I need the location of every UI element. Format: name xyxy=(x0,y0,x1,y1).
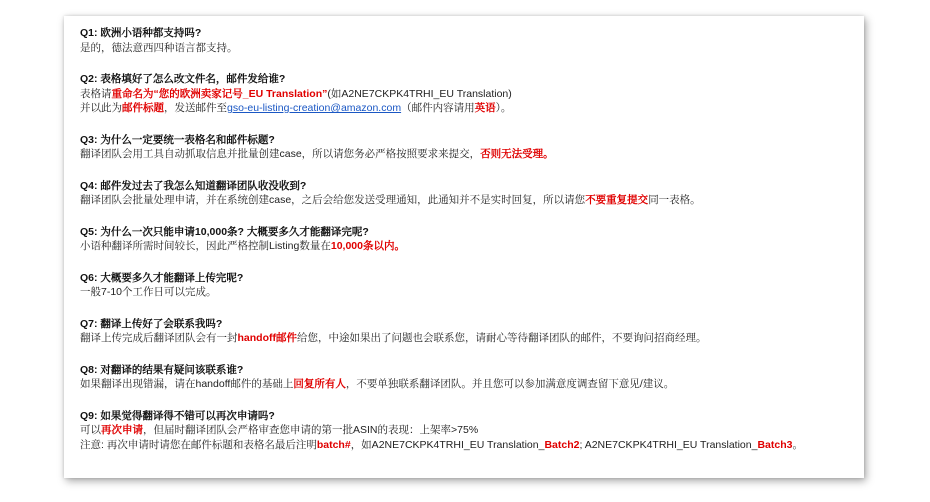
highlighted-text: 不要重复提交 xyxy=(585,194,649,206)
faq-answer-line xyxy=(80,193,860,208)
answer-text: (如A2NE7CKPK4TRHI_EU Translation) xyxy=(327,87,512,100)
faq-answer-line xyxy=(80,377,860,392)
answer-text: ; A2NE7CKPK4TRHI_EU Translation_ xyxy=(579,438,758,451)
faq-answer-line xyxy=(80,438,860,453)
answer-text: ）。 xyxy=(495,102,512,114)
answer-text: （邮件内容请用 xyxy=(401,102,475,114)
faq-question: Q2: 表格填好了怎么改文件名，邮件发给谁? xyxy=(80,73,286,85)
faq-question: Q7: 翻译上传好了会联系我吗? xyxy=(80,317,223,330)
faq-question: Q5: 为什么一次只能申请10,000条? 大概要多久才能翻译完呢? xyxy=(80,225,369,238)
faq-answer-line xyxy=(80,101,860,116)
faq-answer-line xyxy=(80,41,860,56)
highlighted-text: 邮件标题 xyxy=(122,102,164,114)
faq-item-1 xyxy=(80,26,860,55)
faq-item-9 xyxy=(80,409,860,453)
faq-item-6 xyxy=(80,271,860,300)
highlighted-text: 英语 xyxy=(474,102,496,114)
faq-question: Q3: 为什么一定要统一表格名和邮件标题? xyxy=(80,133,275,146)
answer-text: 小语种翻译所需时间较长，因此严格控制Listing数量在 xyxy=(80,240,331,252)
faq-item-8 xyxy=(80,363,860,392)
highlighted-text: batch# xyxy=(316,438,351,451)
answer-text: 一般7-10个工作日可以完成。 xyxy=(80,286,217,298)
answer-text: ，如A2NE7CKPK4TRHI_EU Translation_ xyxy=(350,438,545,451)
highlighted-text: 再次申请 xyxy=(101,424,143,436)
highlighted-text: 否则无法受理。 xyxy=(480,148,554,160)
faq-question: Q8: 对翻译的结果有疑问该联系谁? xyxy=(80,363,244,376)
faq-item-5 xyxy=(80,225,860,254)
answer-text: 翻译团队会用工具自动抓取信息并批量创建case，所以请您务必严格按照要求来提交， xyxy=(80,148,481,160)
faq-question: Q6: 大概要多久才能翻译上传完呢? xyxy=(80,271,244,284)
highlighted-text: 10,000条以内。 xyxy=(330,240,405,252)
faq-answer-line xyxy=(80,87,860,102)
answer-text: ，但届时翻译团队会严格审查您申请的第一批ASIN的表现：上架率>75% xyxy=(143,424,479,436)
faq-item-7 xyxy=(80,317,860,346)
answer-text: 可以 xyxy=(80,424,101,436)
faq-answer-line xyxy=(80,285,860,300)
answer-text: 注意: 再次申请时请您在邮件标题和表格名最后注明 xyxy=(80,438,317,451)
faq-list xyxy=(80,26,860,469)
faq-item-3 xyxy=(80,133,860,162)
highlighted-text: handoff邮件 xyxy=(237,332,297,344)
faq-question: Q9: 如果觉得翻译得不错可以再次申请吗? xyxy=(80,409,275,422)
faq-item-2 xyxy=(80,72,860,116)
answer-text: 表格请 xyxy=(80,87,112,100)
highlighted-text: Batch3 xyxy=(757,438,793,451)
faq-answer-line xyxy=(80,239,860,254)
answer-text: 如果翻译出现错漏，请在handoff邮件的基础上 xyxy=(80,378,294,390)
answer-text: 翻译团队会批量处理申请，并在系统创建case，之后会给您发送受理通知，此通知并不是实时回复，所以请您 xyxy=(80,194,586,206)
answer-text: 给您，中途如果出了问题也会联系您，请耐心等待翻译团队的邮件，不要询问招商经理。 xyxy=(297,332,707,344)
answer-text: 并以此为 xyxy=(80,102,122,114)
answer-text: ，发送邮件至 xyxy=(164,102,227,114)
faq-item-4 xyxy=(80,179,860,208)
highlighted-text: 重命名为“您的欧洲卖家记号_EU Translation” xyxy=(111,87,328,100)
highlighted-text: Batch2 xyxy=(544,438,580,451)
answer-text: 是的，德法意西四种语言都支持。 xyxy=(80,41,238,54)
answer-text: 。 xyxy=(792,438,803,451)
answer-text: 翻译上传完成后翻译团队会有一封 xyxy=(80,332,238,344)
faq-answer-line xyxy=(80,423,860,438)
answer-text: 同一表格。 xyxy=(648,194,701,206)
highlighted-text: 回复所有人 xyxy=(293,378,346,390)
answer-text: ，不要单独联系翻译团队。并且您可以参加满意度调查留下意见/建议。 xyxy=(345,378,675,390)
faq-question: Q4: 邮件发过去了我怎么知道翻译团队收没收到? xyxy=(80,179,307,192)
faq-answer-line xyxy=(80,147,860,162)
faq-question: Q1: 欧洲小语种都支持吗? xyxy=(80,27,202,39)
faq-answer-line xyxy=(80,331,860,346)
email-link[interactable]: gso-eu-listing-creation@amazon.com xyxy=(227,102,402,114)
